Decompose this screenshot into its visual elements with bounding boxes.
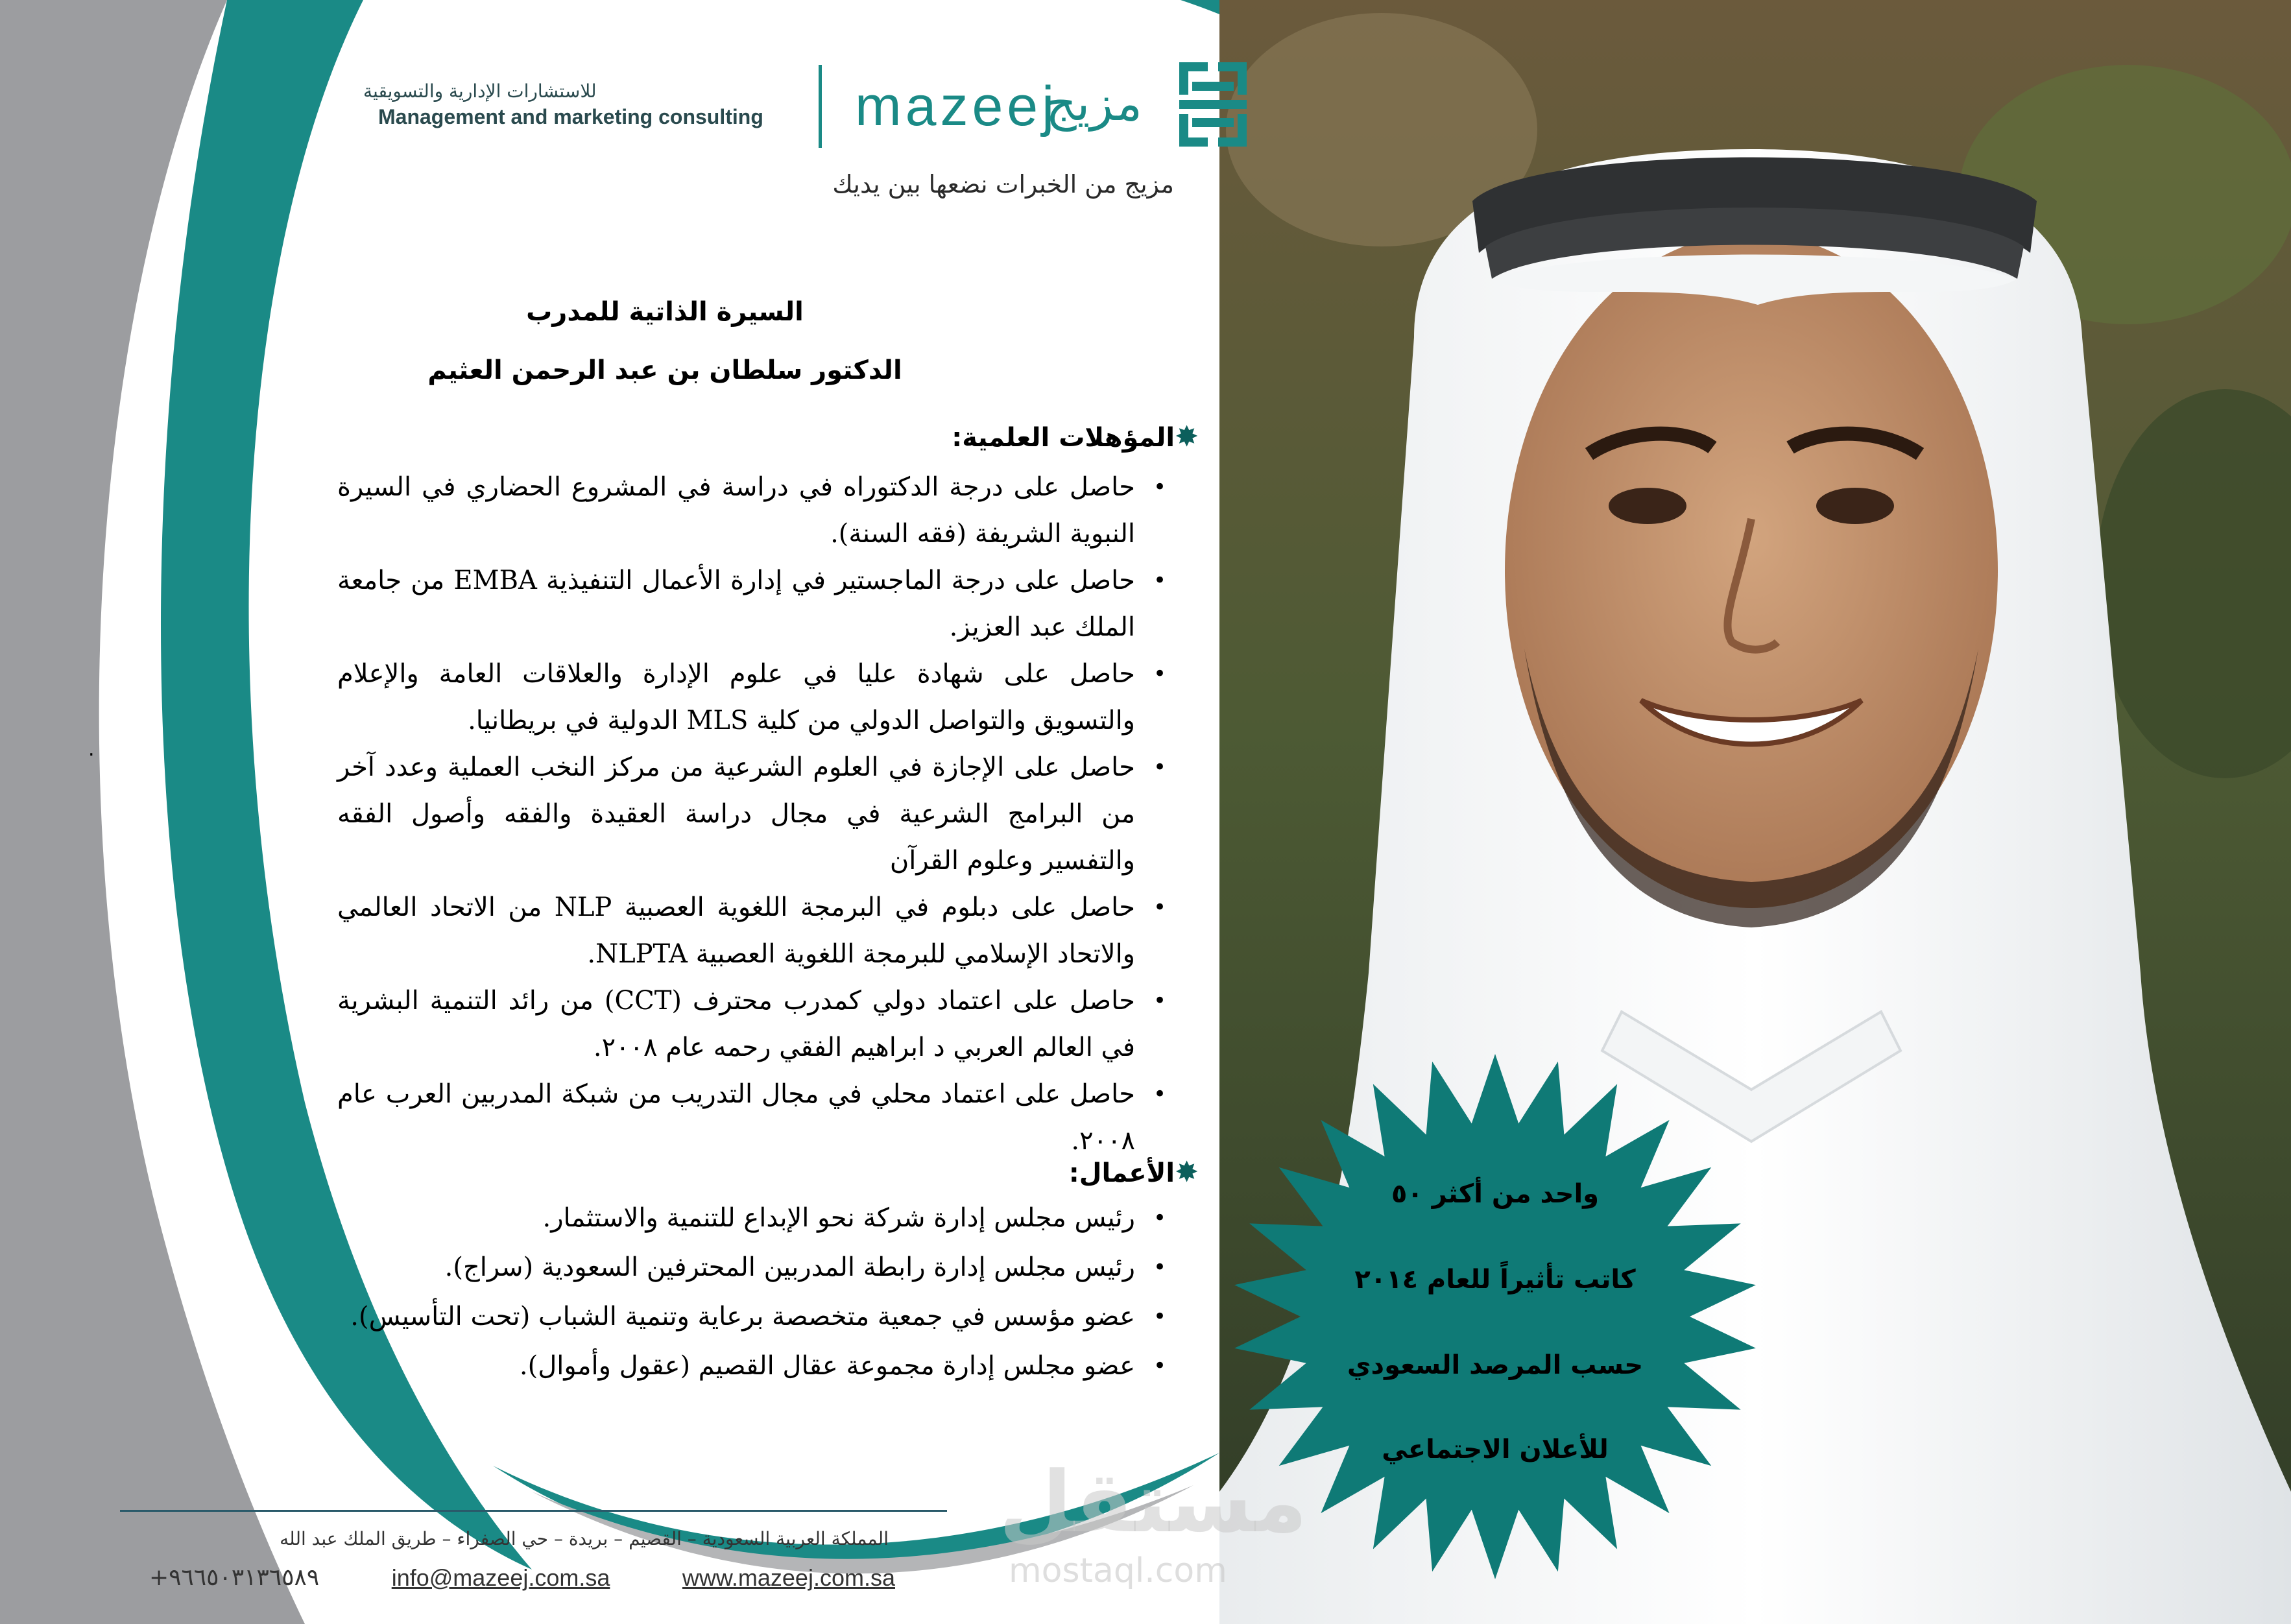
logo-mark-icon [1179, 62, 1247, 147]
list-item-text: رئيس مجلس إدارة رابطة المدربين المحترفين السعودية (سراج). [444, 1252, 1135, 1282]
list-item-text: حاصل على درجة الدكتوراه في دراسة في المشروع الحضاري في السيرة النبوية الشريفة (فقه السنة). [337, 472, 1135, 549]
bullet-dot-icon: • [1153, 1081, 1166, 1107]
list-item [337, 977, 1166, 1071]
list-item-text: حاصل على اعتماد دولي كمدرب محترف (CCT) من رائد التنمية البشرية في العالم العربي د ابراهيم الفقي رحمه عام ٢٠٠٨. [337, 986, 1135, 1062]
eye [1816, 488, 1894, 524]
list-item [337, 557, 1166, 651]
qualifications-list [337, 464, 1166, 1164]
watermark-url: mostaql.com [1009, 1551, 1227, 1590]
badge-line: للأعلان الاجتماعي [1382, 1435, 1609, 1464]
bullet-dot-icon: • [1153, 1304, 1166, 1330]
list-item [279, 1292, 1166, 1341]
list-item-text: حاصل على دبلوم في البرمجة اللغوية العصبية NLP من الاتحاد العالمي والاتحاد الإسلامي للبرمجة اللغوية العصبية NLPTA. [337, 892, 1135, 969]
slogan: مزيج من الخبرات نضعها بين يديك [832, 170, 1174, 198]
badge-line: حسب المرصد السعودي [1347, 1350, 1644, 1380]
logo-divider [819, 65, 822, 148]
list-item [337, 464, 1166, 557]
list-item [337, 884, 1166, 977]
footer-divider [120, 1510, 947, 1512]
logo-tagline-en: Management and marketing consulting [378, 105, 763, 128]
badge-line: واحد من أكثر ٥٠ [1391, 1179, 1600, 1209]
list-item [279, 1193, 1166, 1243]
list-item-text: عضو مؤسس في جمعية متخصصة برعاية وتنمية الشباب (تحت التأسيس). [350, 1302, 1135, 1331]
footer-phone[interactable]: +٩٦٦٥٠٣١٣٦٥٨٩ [149, 1564, 320, 1591]
bullet-dot-icon: • [1153, 661, 1166, 687]
star-bullet-icon: ✸ [1175, 420, 1199, 453]
trainer-name: الدكتور سلطان بن عبد الرحمن العثيم [427, 355, 902, 385]
award-badge [1229, 1044, 1761, 1589]
qualifications-heading [649, 420, 1199, 453]
badge-starburst [1234, 1054, 1756, 1579]
list-item [337, 744, 1166, 884]
logo-tagline-ar: للاستشارات الإدارية والتسويقية [363, 80, 597, 102]
bullet-dot-icon: • [1153, 1353, 1166, 1379]
watermark-logo: مستقل [999, 1453, 1308, 1551]
badge-line: كاتب تأثيراً للعام ٢٠١٤ [1354, 1265, 1636, 1295]
bullet-dot-icon: • [1153, 754, 1166, 780]
star-bullet-icon: ✸ [1175, 1156, 1199, 1189]
list-item-text: حاصل على درجة الماجستير في إدارة الأعمال التنفيذية EMBA من جامعة الملك عبد العزيز. [337, 566, 1136, 642]
document-title: السيرة الذاتية للمدرب [526, 297, 804, 327]
stray-dot: . [88, 738, 95, 761]
works-heading [649, 1156, 1199, 1189]
logo-wordmark-en: mazeej [855, 75, 1059, 137]
list-item [337, 1071, 1166, 1164]
qualifications-heading-text: المؤهلات العلمية: [952, 423, 1175, 453]
list-item [337, 651, 1166, 744]
list-item-text: عضو مجلس إدارة مجموعة عقال القصيم (عقول وأموال). [519, 1351, 1135, 1381]
footer-address: المملكة العربية السعودية – القصيم – بريدة – حي الصفراء – طريق الملك عبد الله [280, 1528, 889, 1549]
eye [1609, 488, 1686, 524]
footer-email-link[interactable]: info@mazeej.com.sa [391, 1564, 610, 1591]
list-item-text: حاصل على شهادة عليا في علوم الإدارة والعلاقات العامة والإعلام والتسويق والتواصل الدولي من كلية MLS الدولية في بريطانيا. [337, 659, 1135, 735]
bullet-dot-icon: • [1153, 474, 1166, 500]
works-heading-text: الأعمال: [1068, 1158, 1175, 1188]
footer-contacts [149, 1564, 895, 1592]
list-item [279, 1243, 1166, 1292]
bullet-dot-icon: • [1153, 988, 1166, 1014]
works-list [279, 1193, 1166, 1391]
list-item-text: حاصل على الإجازة في العلوم الشرعية من مركز النخب العملية وعدد آخر من البرامج الشرعية في مجال دراسة العقيدة والفقه وأصول الفقه والتفسير وعلوم القرآن [337, 752, 1135, 876]
list-item [279, 1341, 1166, 1391]
bullet-dot-icon: • [1153, 894, 1166, 920]
bullet-dot-icon: • [1153, 567, 1166, 593]
list-item-text: رئيس مجلس إدارة شركة نحو الإبداع للتنمية والاستثمار. [542, 1203, 1135, 1233]
list-item-text: حاصل على اعتماد محلي في مجال التدريب من شبكة المدربين العرب عام ٢٠٠٨. [337, 1079, 1135, 1156]
logo-wordmark-ar: مزيج [1046, 76, 1142, 132]
bullet-dot-icon: • [1153, 1205, 1166, 1231]
bullet-dot-icon: • [1153, 1254, 1166, 1280]
footer-website-link[interactable]: www.mazeej.com.sa [682, 1564, 895, 1591]
